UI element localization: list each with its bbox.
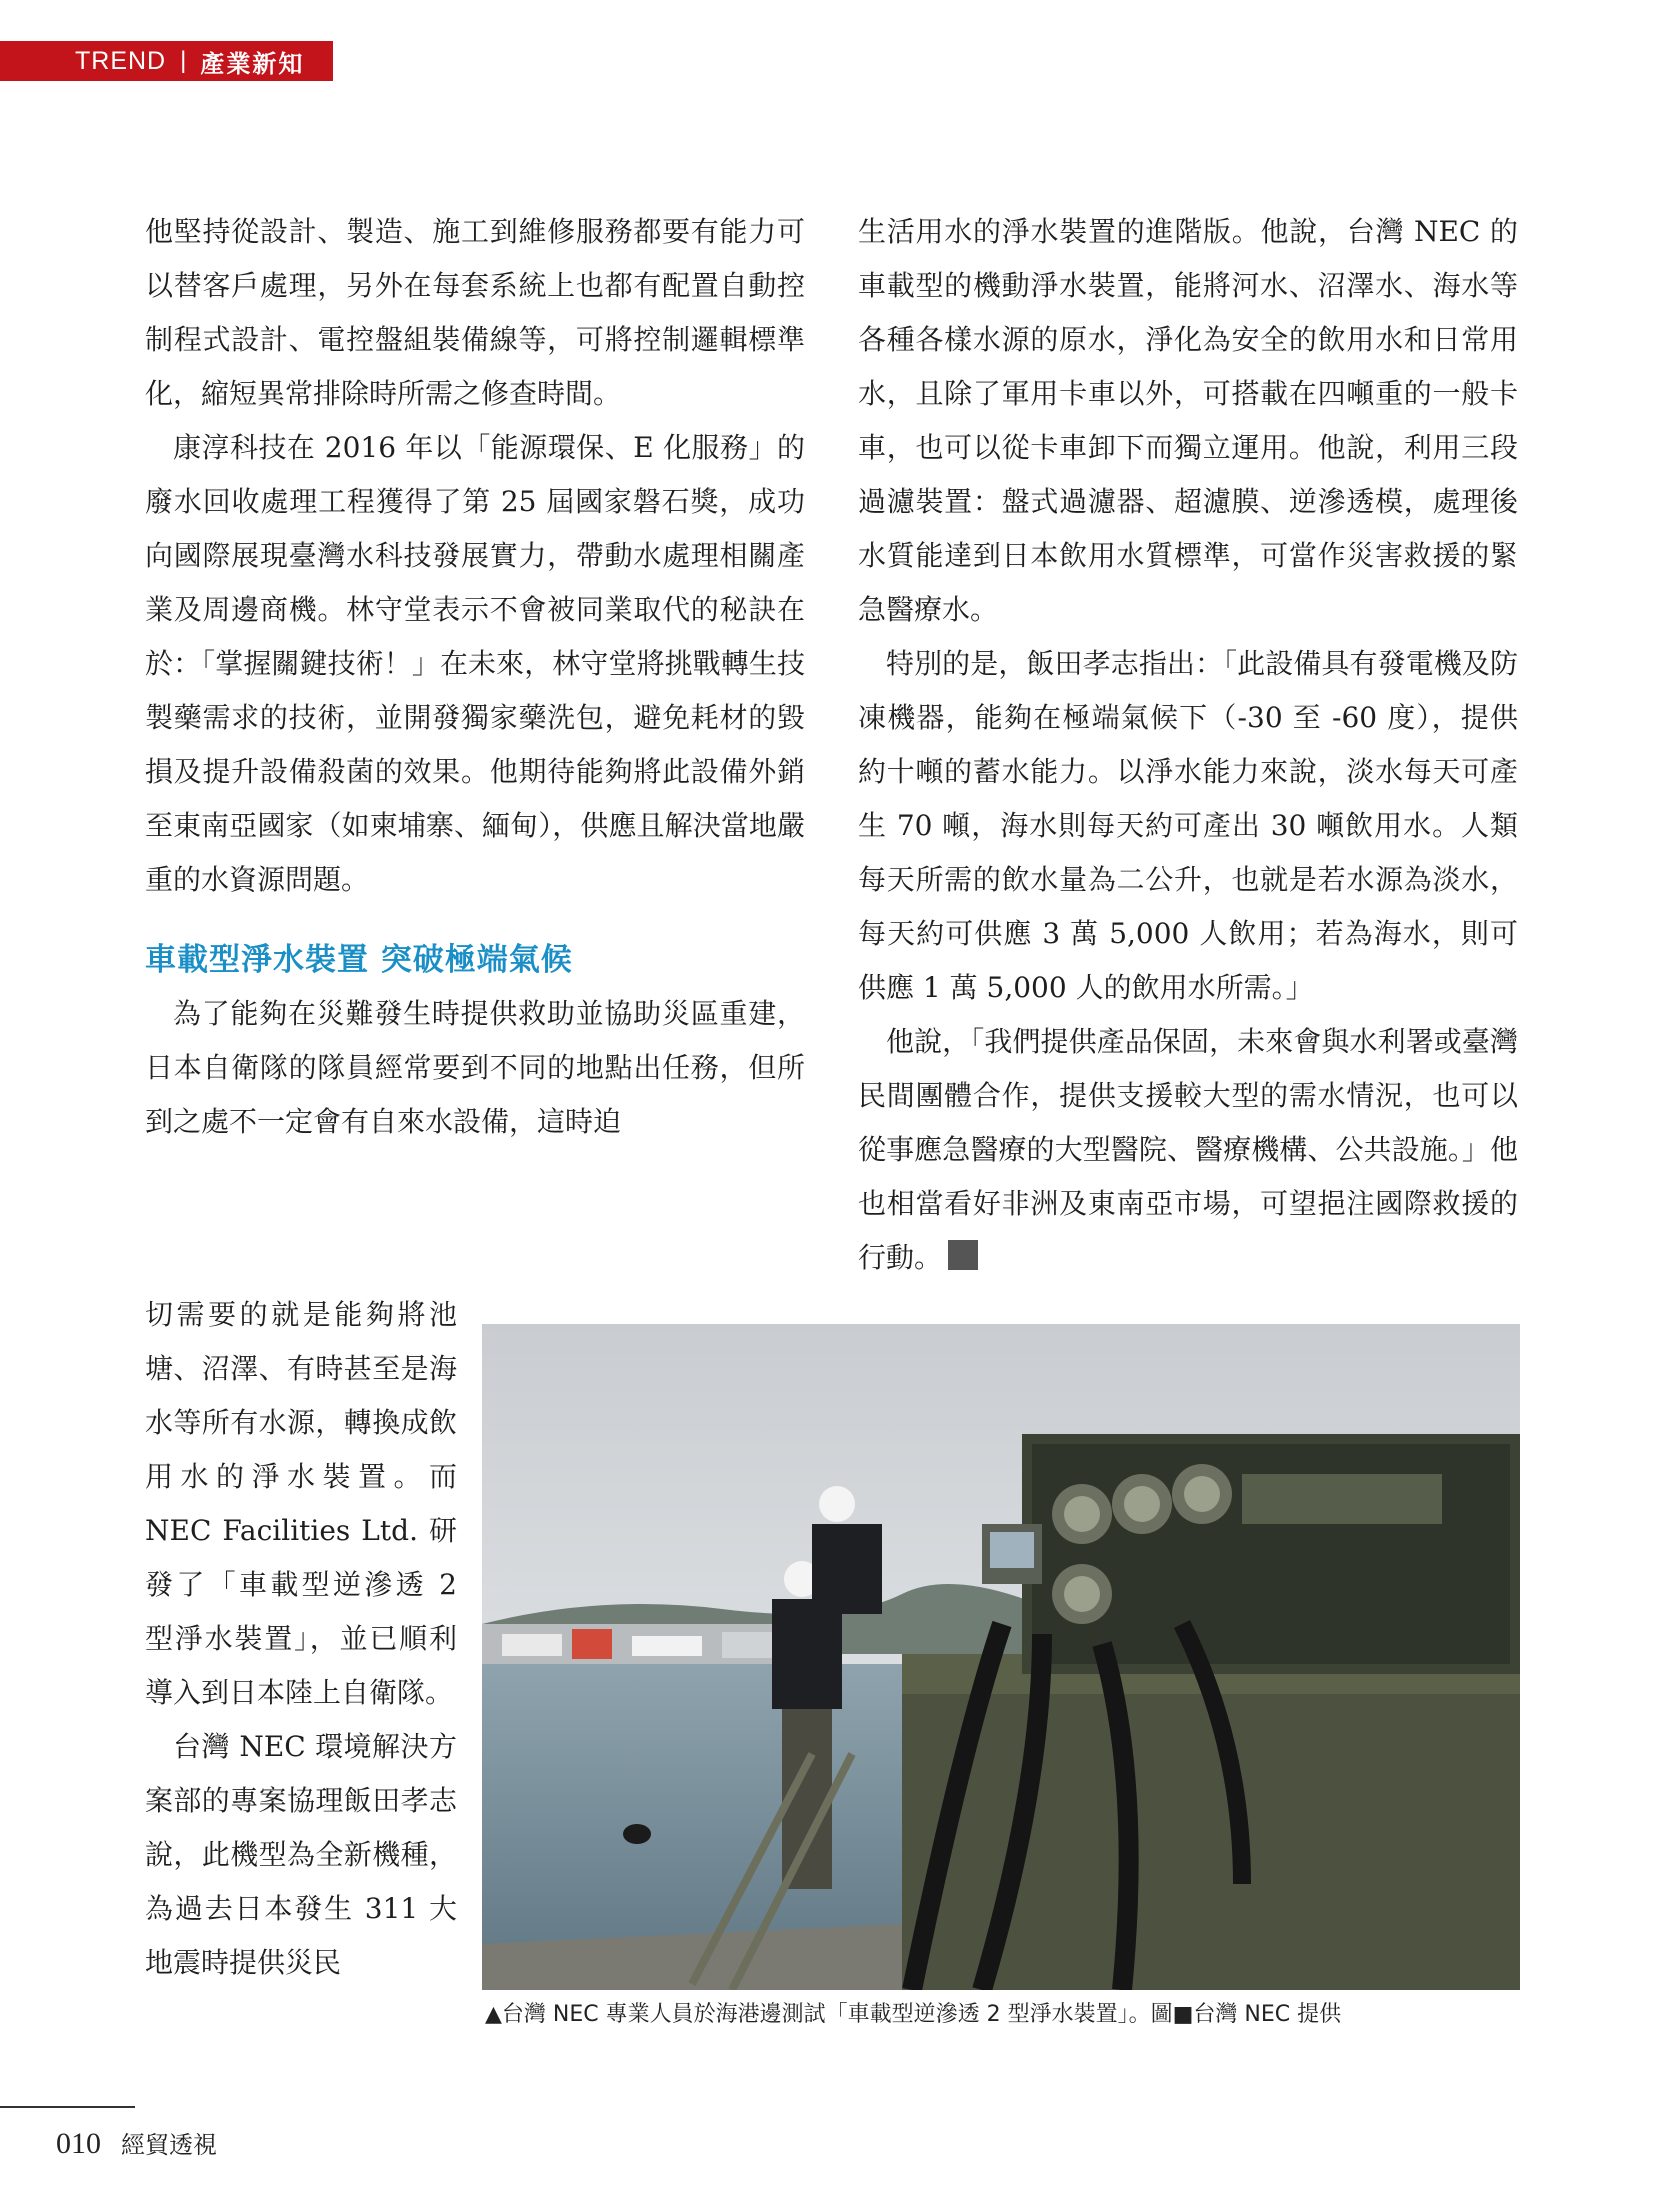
magazine-name: 經貿透視 — [121, 2131, 217, 2159]
harbor-water-purifier-illustration — [482, 1324, 1520, 1990]
header-section-label: 產業新知 — [200, 49, 305, 78]
header-trend-label: TREND — [75, 46, 167, 75]
narrow-paragraph-continuation: 切需要的就是能夠將池塘、沼澤、有時甚至是海水等所有水源，轉換成飲用水的淨水裝置。而 NEC Facilities Ltd. 研發了「車載型逆滲透 2 型淨水裝置」，並已順利導入到日本陸上自衛隊。 — [145, 1298, 457, 1709]
page-number: 010 — [56, 2127, 101, 2160]
left-paragraph-2: 康淳科技在 2016 年以「能源環保、E 化服務」的廢水回收處理工程獲得了第 25 屆國家磐石獎，成功向國際展現臺灣水科技發展實力，帶動水處理相關產業及周邊商機。林守堂表示不會被同業取代的秘訣在於：「掌握關鍵技術！」在未來，林守堂將挑戰轉生技製藥需求的技術，並開發獨家藥洗包，避免耗材的毀損及提升設備殺菌的效果。他期待能夠將此設備外銷至東南亞國家（如柬埔寨、緬甸），供應且解決當地嚴重的水資源問題。 — [145, 431, 805, 896]
narrow-column — [145, 1288, 457, 1990]
right-paragraph-3-text: 他說，「我們提供產品保固，未來會與水利署或臺灣民間團體合作，提供支援較大型的需水情況，也可以從事應急醫療的大型醫院、醫療機構、公共設施。」他也相當看好非洲及東南亞市場，可望挹注國際救援的行動。 — [858, 1025, 1518, 1274]
narrow-paragraph-4: 台灣 NEC 環境解決方案部的專案協理飯田孝志說，此機型為全新機種，為過去日本發生 311 大地震時提供災民 — [145, 1730, 457, 1979]
left-paragraph-3: 為了能夠在災難發生時提供救助並協助災區重建，日本自衛隊的隊員經常要到不同的地點出任務，但所到之處不一定會有自來水設備，這時迫 — [145, 997, 805, 1138]
right-paragraph-2: 特別的是，飯田孝志指出：「此設備具有發電機及防凍機器，能夠在極端氣候下（-30 至 -60 度），提供約十噸的蓄水能力。以淨水能力來說，淡水每天可產生 70 噸，海水則每天約可產出 30 噸飲用水。人類每天所需的飲水量為二公升，也就是若水源為淡水，每天約可供應 3 萬 5,000 人飲用；若為海水，則可供應 1 萬 5,000 人的飲用水所需。」 — [858, 647, 1518, 1004]
page-footer — [56, 2125, 217, 2161]
article-end-mark — [948, 1240, 978, 1270]
photo-caption: ▲台灣 NEC 專業人員於海港邊測試「車載型逆滲透 2 型淨水裝置」。圖■台灣 NEC 提供 — [485, 2002, 1342, 2027]
footer-rule — [0, 2106, 135, 2108]
article-photo — [482, 1324, 1520, 1990]
right-column — [858, 205, 1518, 1285]
right-paragraph-3 — [858, 1015, 1518, 1285]
left-column — [145, 205, 805, 1149]
left-paragraph-1: 他堅持從設計、製造、施工到維修服務都要有能力可以替客戶處理，另外在每套系統上也都有配置自動控制程式設計、電控盤組裝備線等，可將控制邏輯標準化，縮短異常排除時所需之修查時間。 — [145, 215, 805, 410]
header-separator: | — [180, 47, 187, 74]
right-paragraph-1: 生活用水的淨水裝置的進階版。他說，台灣 NEC 的車載型的機動淨水裝置，能將河水、沼澤水、海水等各種各樣水源的原水，淨化為安全的飲用水和日常用水，且除了軍用卡車以外，可搭載在四噸重的一般卡車，也可以從卡車卸下而獨立運用。他說，利用三段過濾裝置：盤式過濾器、超濾膜、逆滲透模，處理後水質能達到日本飲用水質標準，可當作災害救援的緊急醫療水。 — [858, 215, 1518, 626]
section-subheading: 車載型淨水裝置 突破極端氣候 — [145, 942, 573, 978]
section-header-band — [0, 41, 333, 81]
